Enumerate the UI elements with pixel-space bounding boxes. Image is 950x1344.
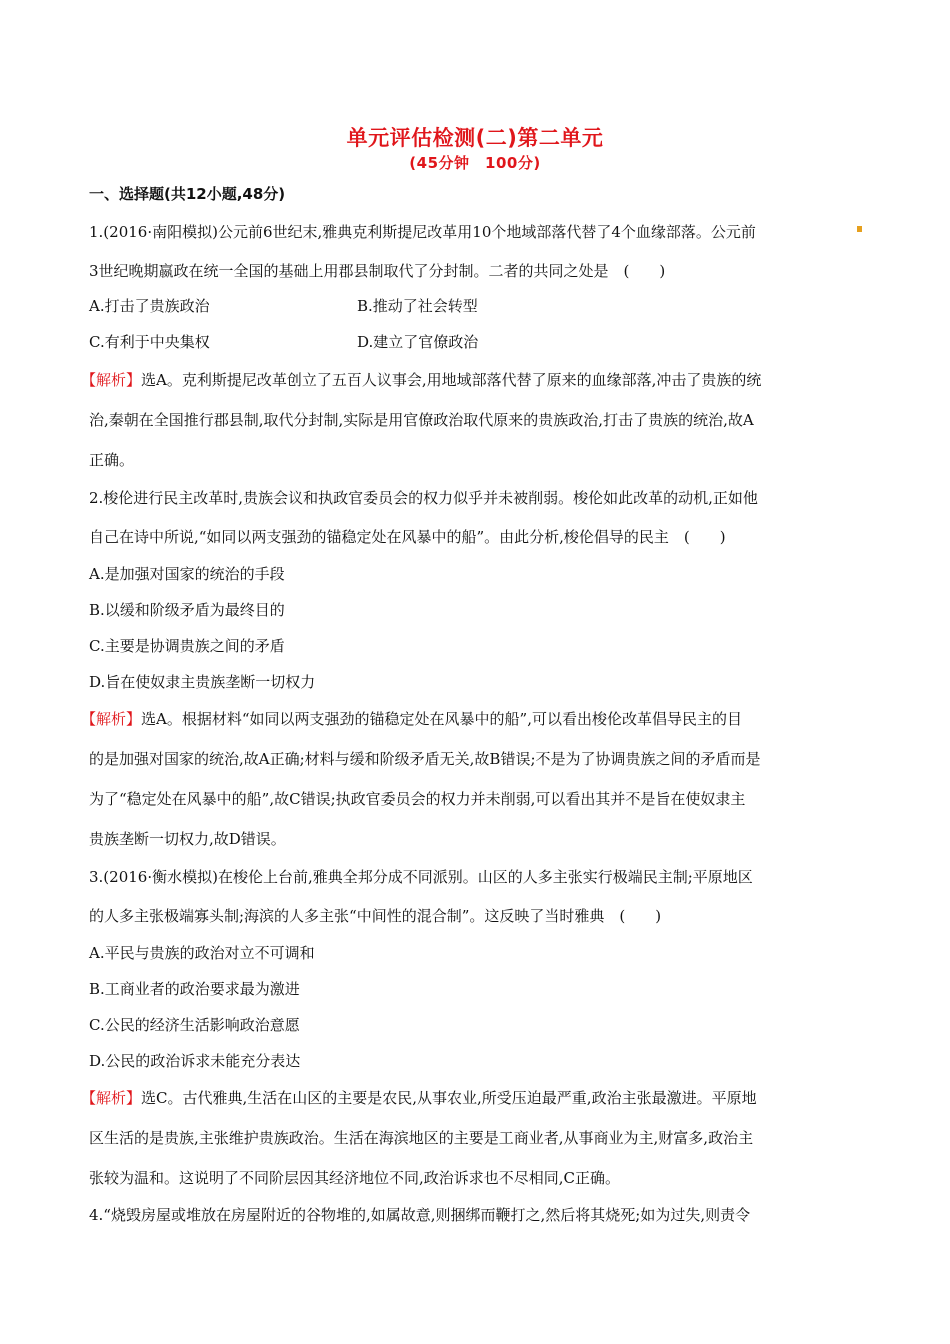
- q3-stem-line: 的人多主张极端寡头制;海滨的人多主张“中间性的混合制”。这反映了当时雅典 ( ): [89, 907, 662, 925]
- q3-option-a: A.平民与贵族的政治对立不可调和: [89, 944, 315, 962]
- q3-analysis-line: 张较为温和。这说明了不同阶层因其经济地位不同,政治诉求也不尽相同,C正确。: [89, 1169, 621, 1187]
- q2-stem-line: 2.梭伦进行民主改革时,贵族会议和执政官委员会的权力似乎并未被削弱。梭伦如此改革的动机,正如他: [89, 489, 758, 507]
- q1-option-d: D.建立了官僚政治: [357, 333, 479, 351]
- q1-option-c: C.有利于中央集权: [89, 333, 210, 351]
- q1-option-b: B.推动了社会转型: [357, 297, 478, 315]
- analysis-tag: 【解析】: [81, 1089, 142, 1107]
- q1-option-a: A.打击了贵族政治: [89, 297, 210, 315]
- q2-option-c: C.主要是协调贵族之间的矛盾: [89, 637, 285, 655]
- page-title: 单元评估检测(二)第二单元: [346, 126, 604, 150]
- q3-option-b: B.工商业者的政治要求最为激进: [89, 980, 300, 998]
- highlight-mark: [857, 226, 862, 232]
- q3-option-c: C.公民的经济生活影响政治意愿: [89, 1016, 300, 1034]
- q2-option-a: A.是加强对国家的统治的手段: [89, 565, 285, 583]
- q4-stem-line: 4.“烧毁房屋或堆放在房屋附近的谷物堆的,如属故意,则捆绑而鞭打之,然后将其烧死;如为过失,则责令: [89, 1206, 751, 1224]
- q2-analysis-line: 贵族垄断一切权力,故D错误。: [89, 830, 286, 848]
- q1-analysis-line: 【解析】选A。克利斯提尼改革创立了五百人议事会,用地域部落代替了原来的血缘部落,冲击了贵族的统: [81, 371, 762, 389]
- q3-analysis-line: 区生活的是贵族,主张维护贵族政治。生活在海滨地区的主要是工商业者,从事商业为主,财富多,政治主: [89, 1129, 754, 1147]
- q1-analysis-line: 正确。: [89, 451, 135, 469]
- q2-option-b: B.以缓和阶级矛盾为最终目的: [89, 601, 285, 619]
- q3-option-d: D.公民的政治诉求未能充分表达: [89, 1052, 301, 1070]
- q1-stem-line: 1.(2016·南阳模拟)公元前6世纪末,雅典克利斯提尼改革用10个地域部落代替了4个血缘部落。公元前: [89, 223, 756, 241]
- analysis-tag: 【解析】: [81, 371, 142, 389]
- q2-analysis-line: 【解析】选A。根据材料“如同以两支强劲的锚稳定处在风暴中的船”,可以看出梭伦改革倡导民主的目: [81, 710, 742, 728]
- q1-stem-line: 3世纪晚期嬴政在统一全国的基础上用郡县制取代了分封制。二者的共同之处是 ( ): [89, 262, 666, 280]
- q2-option-d: D.旨在使奴隶主贵族垄断一切权力: [89, 673, 316, 691]
- q3-stem-line: 3.(2016·衡水模拟)在梭伦上台前,雅典全邦分成不同派别。山区的人多主张实行极端民主制;平原地区: [89, 868, 753, 886]
- page-subtitle: (45分钟 100分): [409, 154, 541, 172]
- analysis-tag: 【解析】: [81, 710, 142, 728]
- q2-analysis-line: 的是加强对国家的统治,故A正确;材料与缓和阶级矛盾无关,故B错误;不是为了协调贵族之间的矛盾而是: [89, 750, 761, 768]
- q1-analysis-line: 治,秦朝在全国推行郡县制,取代分封制,实际是用官僚政治取代原来的贵族政治,打击了贵族的统治,故A: [89, 411, 754, 429]
- q2-stem-line: 自己在诗中所说,“如同以两支强劲的锚稳定处在风暴中的船”。由此分析,梭伦倡导的民主 ( ): [89, 528, 726, 546]
- section-heading: 一、选择题(共12小题,48分): [89, 185, 286, 203]
- q3-analysis-line: 【解析】选C。古代雅典,生活在山区的主要是农民,从事农业,所受压迫最严重,政治主张最激进。平原地: [81, 1089, 757, 1107]
- q2-analysis-line: 为了“稳定处在风暴中的船”,故C错误;执政官委员会的权力并未削弱,可以看出其并不是旨在使奴隶主: [89, 790, 746, 808]
